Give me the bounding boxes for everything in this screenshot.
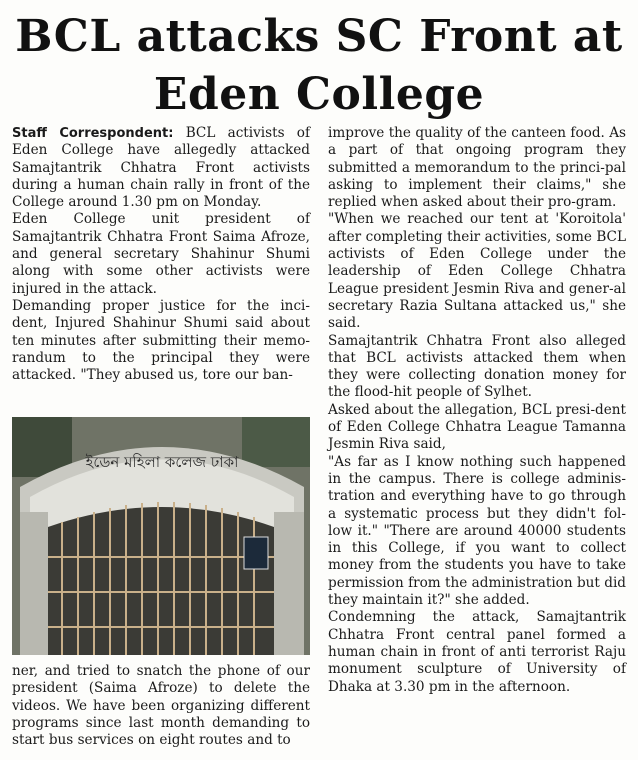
article-column-right (328, 125, 626, 696)
paragraph: Staff Correspondent: BCL activists of Eden College have allegedly attacked Samajtantrik Chhatra Front activists during a human chain rally in front of the College around 1.30 pm on Monday. (12, 125, 310, 211)
paragraph: Demanding proper justice for the inci-dent, Injured Shahinur Shumi said about ten minutes after submitting their memo-randum to the principal they were attacked. "They abused us, tore our ban- (12, 297, 310, 384)
article-column-left (12, 125, 310, 384)
paragraph: ner, and tried to snatch the phone of our president (Saima Afroze) to delete the videos. We have been organizing different programs since last month demanding to start bus services on eight routes and to (12, 663, 310, 749)
paragraph: "When we reached our tent at 'Koroitola' after completing their activities, some BCL activists of Eden College under the leadership of Eden College Chhatra League president Jesmin Riva and gener-al secretary Razia Sultana attacked us," she said. (328, 211, 626, 332)
paragraph: "As far as I know nothing such happened in the campus. There is college adminis-tration and everything have to go through a systematic process but they didn't fol-low it." "There are around 40000 students in this College, if you want to collect money from the students you have to take permission from the administration but did they maintain it?" she added. (328, 453, 626, 609)
paragraph: improve the quality of the canteen food. As a part of that ongoing program they submitted a memorandum to the princi-pal asking to implement their claims," she replied when asked about their pro-gram. (328, 125, 626, 211)
headline: BCL attacks SC Front at Eden College (15, 11, 623, 120)
paragraph: Eden College unit president of Samajtantrik Chhatra Front Saima Afroze, and general secretary Shahinur Shumi along with some other activists were injured in the attack. (12, 211, 310, 297)
byline: Staff Correspondent: (12, 126, 174, 141)
paragraph: Condemning the attack, Samajtantrik Chhatra Front central panel formed a human chain in front of anti terrorist Raju monument sculpture of University of Dhaka at 3.30 pm in the afternoon. (328, 609, 626, 695)
paragraph: Samajtantrik Chhatra Front also alleged that BCL activists attacked them when they were collecting donation money for the flood-hit people of Sylhet. (328, 332, 626, 401)
gate-sign-text: ইডেন মহিলা কলেজ ঢাকা (85, 453, 239, 471)
paragraph: Asked about the allegation, BCL presi-dent of Eden College Chhatra League Tamanna Jesmin Riva said, (328, 401, 626, 453)
article-column-left-continued (12, 663, 310, 749)
college-gate-photo (12, 417, 310, 655)
